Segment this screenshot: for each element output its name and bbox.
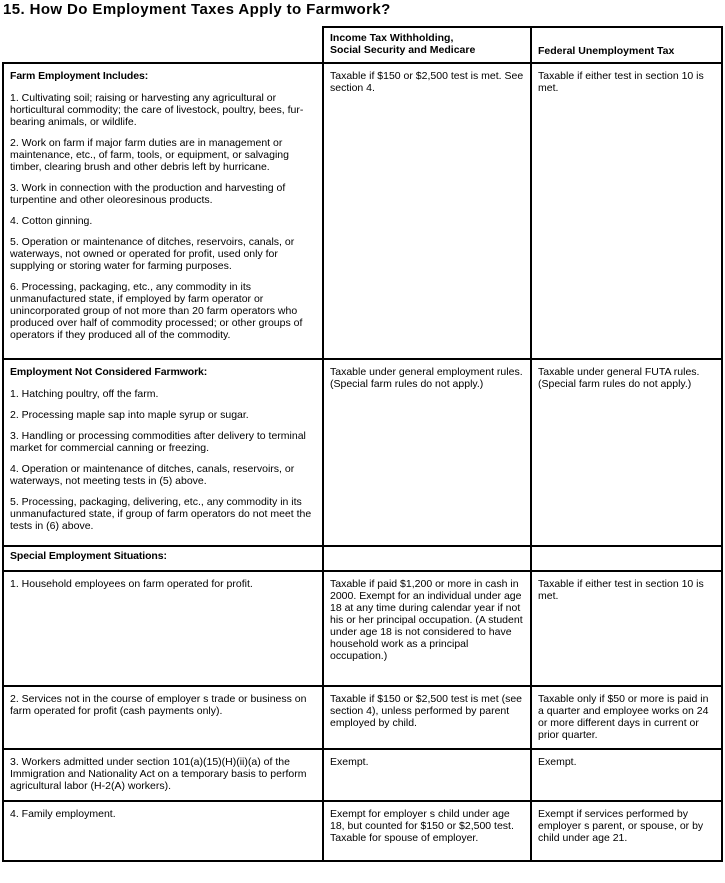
- list-item: 6. Processing, packaging, etc., any commodity in its unmanufactured state, if employed by farm operator or unincorporated group of not more than 20 farm operators who produced over half of commodity processed; or other groups of operators if they produced all of the commodity.: [10, 281, 303, 341]
- list-item: 2. Work on farm if major farm duties are in management or maintenance, etc., of farm, tools, or equipment, or salvaging timber, clearing brush and other debris left by hurricane.: [10, 137, 289, 173]
- rule-text: Taxable if either test in section 10 is met.: [538, 70, 704, 94]
- column-header-income-line2: Social Security and Medicare: [330, 44, 476, 56]
- page-title: 15. How Do Employment Taxes Apply to Farmwork?: [3, 1, 391, 18]
- rule-text: Exempt for employer s child under age 18, but counted for $150 or $2,500 test. Taxable for spouse of employer.: [330, 808, 514, 844]
- rule-text: Taxable under general employment rules. (Special farm rules do not apply.): [330, 366, 523, 390]
- cell-household-description: [4, 570, 322, 685]
- list-item: 3. Handling or processing commodities after delivery to terminal market for commercial canning or freezing.: [10, 430, 306, 454]
- rule-text: Taxable only if $50 or more is paid in a quarter and employee works on 24 or more different days in current or prior quarter.: [538, 693, 709, 741]
- cell-h2a-workers-futa: [530, 748, 721, 800]
- table-header-row: [322, 26, 723, 62]
- rule-text: Exempt.: [330, 756, 369, 768]
- column-header-income-tax: [324, 28, 530, 62]
- cell-family-employment-futa: [530, 800, 721, 860]
- cell-special-situations-futa-empty: [530, 545, 721, 570]
- cell-services-futa: [530, 685, 721, 748]
- cell-special-situations-heading: [4, 545, 322, 570]
- list-item: 3. Work in connection with the production and harvesting of turpentine and other oleoresinous products.: [10, 182, 286, 206]
- cell-family-employment-income: [322, 800, 530, 860]
- rule-text: Taxable under general FUTA rules. (Special farm rules do not apply.): [538, 366, 700, 390]
- cell-special-situations-income-empty: [322, 545, 530, 570]
- cell-not-farmwork-futa: [530, 358, 721, 545]
- section-heading: Employment Not Considered Farmwork:: [10, 366, 208, 378]
- column-header-income-line1: Income Tax Withholding,: [330, 32, 454, 44]
- cell-not-farmwork-income: [322, 358, 530, 545]
- list-item: 5. Processing, packaging, delivering, etc., any commodity in its unmanufactured state, if group of farm operators do not meet the tests in (6) above.: [10, 496, 312, 532]
- cell-household-income: [322, 570, 530, 685]
- column-header-futa: [530, 28, 721, 62]
- list-item: 5. Operation or maintenance of ditches, reservoirs, canals, or waterways, not owned or operated for profit, used only for supplying or storing water for farming purposes.: [10, 236, 295, 272]
- section-heading: Farm Employment Includes:: [10, 70, 149, 82]
- cell-farm-includes-futa: [530, 64, 721, 358]
- list-item: 1. Hatching poultry, off the farm.: [10, 388, 159, 400]
- list-item: 4. Operation or maintenance of ditches, canals, reservoirs, or waterways, not meeting tests in (5) above.: [10, 463, 295, 487]
- list-item: 2. Services not in the course of employer s trade or business on farm operated for profit (cash payments only).: [10, 693, 307, 717]
- cell-not-farmwork-description: [4, 358, 322, 545]
- cell-services-description: [4, 685, 322, 748]
- cell-household-futa: [530, 570, 721, 685]
- list-item: 1. Household employees on farm operated for profit.: [10, 578, 253, 590]
- cell-h2a-workers-description: [4, 748, 322, 800]
- list-item: 1. Cultivating soil; raising or harvesting any agricultural or horticultural commodity; the care of livestock, poultry, bees, fur-bearing animals, or wildlife.: [10, 92, 304, 128]
- rule-text: Taxable if either test in section 10 is met.: [538, 578, 704, 602]
- list-item: 2. Processing maple sap into maple syrup or sugar.: [10, 409, 249, 421]
- cell-h2a-workers-income: [322, 748, 530, 800]
- rule-text: Exempt if services performed by employer s parent, or spouse, or by child under age 21.: [538, 808, 704, 844]
- list-item: 4. Family employment.: [10, 808, 116, 820]
- cell-farm-includes-description: [4, 64, 322, 358]
- list-item: 4. Cotton ginning.: [10, 215, 93, 227]
- section-heading: Special Employment Situations:: [10, 550, 167, 562]
- rule-text: Taxable if $150 or $2,500 test is met. See section 4.: [330, 70, 524, 94]
- rule-text: Taxable if $150 or $2,500 test is met (see section 4), unless performed by parent employed by child.: [330, 693, 523, 729]
- rule-text: Exempt.: [538, 756, 577, 768]
- list-item: 3. Workers admitted under section 101(a)(15)(H)(ii)(a) of the Immigration and Nationality Act on a temporary basis to perform agricultural labor (H-2(A) workers).: [10, 756, 307, 792]
- farmwork-tax-table: [2, 62, 723, 862]
- cell-farm-includes-income: [322, 64, 530, 358]
- cell-family-employment-description: [4, 800, 322, 860]
- rule-text: Taxable if paid $1,200 or more in cash in 2000. Exempt for an individual under age 18 at any time during calendar year if not his or her principal occupation. (A student under age 18 is not considered to have household work as a principal occupation.): [330, 578, 523, 662]
- cell-services-income: [322, 685, 530, 748]
- column-header-futa-label: Federal Unemployment Tax: [538, 45, 675, 57]
